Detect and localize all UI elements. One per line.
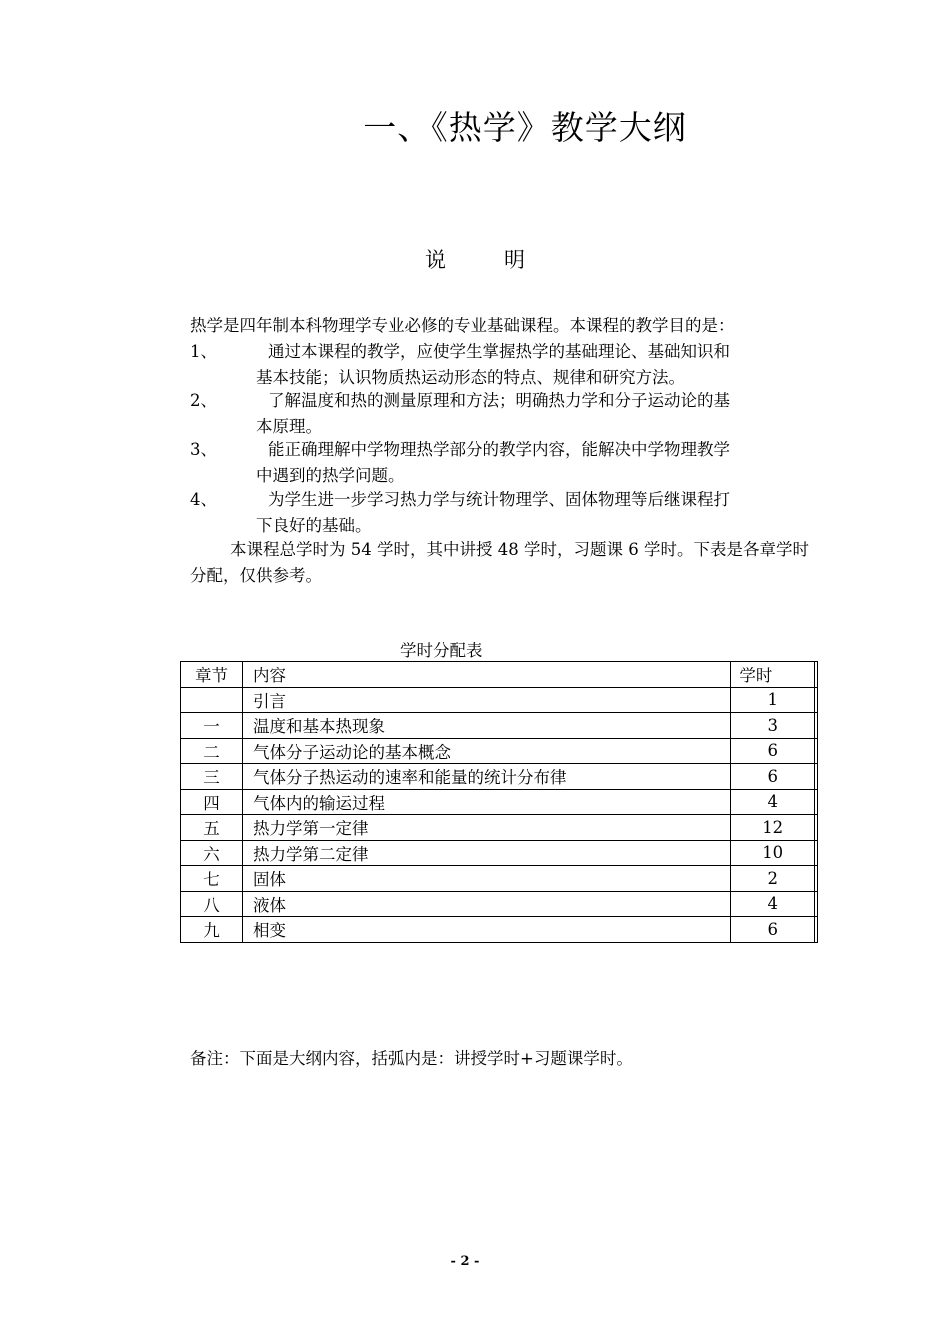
table-row	[181, 891, 818, 917]
table-row	[181, 917, 818, 943]
table-edge-cell	[815, 687, 818, 713]
table-edge-cell	[815, 917, 818, 943]
section-heading	[0, 244, 950, 274]
page-title: 一、《热学》教学大纲	[363, 108, 687, 147]
table-edge-cell	[815, 738, 818, 764]
cell-chapter: 五	[181, 815, 243, 841]
objective-text-line1: 了解温度和热的测量原理和方法；明确热力学和分子运动论的基	[268, 391, 730, 410]
cell-hours: 2	[731, 866, 815, 892]
objective-text-line1: 能正确理解中学物理热学部分的教学内容，能解决中学物理教学	[268, 440, 730, 459]
cell-content: 气体分子运动论的基本概念	[242, 738, 730, 764]
cell-chapter: 三	[181, 764, 243, 790]
objective-text-line2: 基本技能；认识物质热运动形态的特点、规律和研究方法。	[256, 368, 685, 387]
objective-text-line1: 通过本课程的教学，应使学生掌握热学的基础理论、基础知识和	[268, 342, 730, 361]
table-row	[181, 764, 818, 790]
table-row	[181, 840, 818, 866]
table-row	[181, 687, 818, 713]
cell-hours: 1	[731, 687, 815, 713]
table-edge-cell	[815, 713, 818, 739]
intro-paragraph: 热学是四年制本科物理学专业必修的专业基础课程。本课程的教学目的是：	[190, 316, 735, 335]
table-edge-cell	[815, 840, 818, 866]
section-heading-left: 说	[425, 248, 446, 272]
cell-content: 引言	[242, 687, 730, 713]
header-content: 内容	[242, 662, 730, 688]
cell-content: 气体内的输运过程	[242, 789, 730, 815]
footnote-remark: 备注：下面是大纲内容，括弧内是：讲授学时+习题课学时。	[190, 1049, 633, 1068]
cell-chapter	[181, 687, 243, 713]
objective-number: 3、	[190, 440, 217, 459]
objective-number: 2、	[190, 391, 217, 410]
cell-chapter: 二	[181, 738, 243, 764]
table-header-row	[181, 662, 818, 688]
objective-text-line2: 下良好的基础。	[256, 516, 372, 535]
cell-chapter: 七	[181, 866, 243, 892]
header-hours: 学时	[731, 662, 815, 688]
cell-content: 气体分子热运动的速率和能量的统计分布律	[242, 764, 730, 790]
cell-hours: 4	[731, 891, 815, 917]
cell-chapter: 九	[181, 917, 243, 943]
table-edge-cell	[815, 891, 818, 917]
cell-chapter: 四	[181, 789, 243, 815]
header-chapter: 章节	[181, 662, 243, 688]
cell-hours: 4	[731, 789, 815, 815]
table-row	[181, 866, 818, 892]
objective-number: 1、	[190, 342, 217, 361]
cell-hours: 6	[731, 917, 815, 943]
section-heading-right: 明	[504, 248, 525, 272]
cell-content: 温度和基本热现象	[242, 713, 730, 739]
cell-chapter: 六	[181, 840, 243, 866]
table-caption: 学时分配表	[400, 641, 483, 660]
table-row	[181, 815, 818, 841]
cell-hours: 3	[731, 713, 815, 739]
cell-content: 相变	[242, 917, 730, 943]
table-edge-cell	[815, 789, 818, 815]
cell-chapter: 一	[181, 713, 243, 739]
table-edge-cell	[815, 866, 818, 892]
cell-hours: 12	[731, 815, 815, 841]
table-edge-cell	[815, 662, 818, 688]
cell-hours: 6	[731, 738, 815, 764]
objective-text-line2: 本原理。	[256, 417, 322, 436]
objective-number: 4、	[190, 490, 217, 509]
objective-text-line1: 为学生进一步学习热力学与统计物理学、固体物理等后继课程打	[268, 490, 730, 509]
cell-hours: 10	[731, 840, 815, 866]
table-row	[181, 738, 818, 764]
summary-paragraph: 本课程总学时为 54 学时，其中讲授 48 学时，习题课 6 学时。下表是各章学时分配，仅供参考。	[190, 540, 809, 585]
cell-content: 固体	[242, 866, 730, 892]
table-edge-cell	[815, 764, 818, 790]
cell-hours: 6	[731, 764, 815, 790]
cell-chapter: 八	[181, 891, 243, 917]
table-edge-cell	[815, 815, 818, 841]
table-row	[181, 713, 818, 739]
table-row	[181, 789, 818, 815]
hours-allocation-table	[180, 661, 818, 943]
page-number: - 2 -	[450, 1254, 480, 1269]
cell-content: 热力学第二定律	[242, 840, 730, 866]
cell-content: 热力学第一定律	[242, 815, 730, 841]
cell-content: 液体	[242, 891, 730, 917]
objective-text-line2: 中遇到的热学问题。	[256, 466, 405, 485]
